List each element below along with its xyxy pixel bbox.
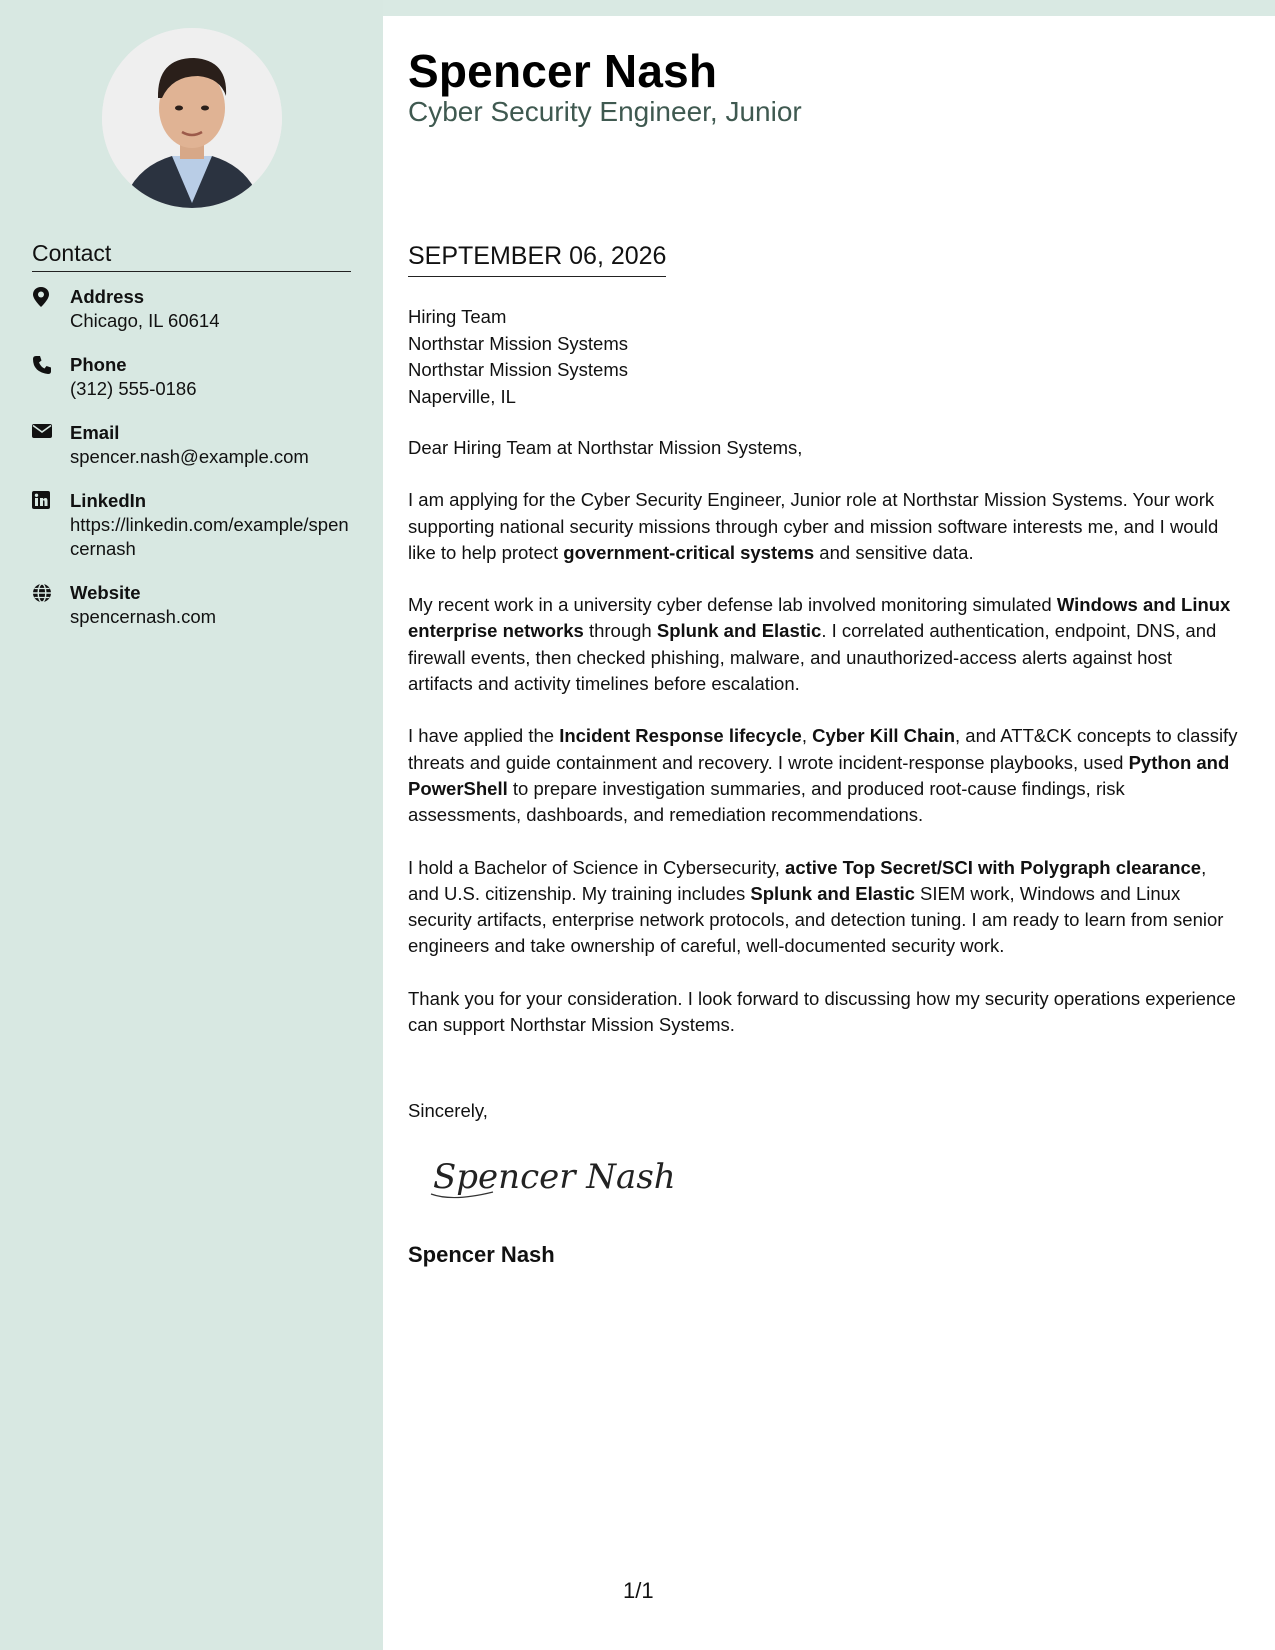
closing: Sincerely, xyxy=(408,1100,488,1121)
bold-phrase: Splunk and Elastic xyxy=(656,620,822,642)
envelope-icon xyxy=(32,421,70,469)
address-value: Chicago, IL 60614 xyxy=(70,310,220,331)
letter-paragraph xyxy=(408,592,1238,697)
signature-text: Spencer Nash xyxy=(433,1157,676,1197)
recipient-line: Northstar Mission Systems xyxy=(408,359,628,380)
letter-paragraph xyxy=(408,855,1238,960)
sidebar xyxy=(0,0,383,1650)
applicant-title: Cyber Security Engineer, Junior xyxy=(408,96,802,127)
page-number: 1/1 xyxy=(623,1578,654,1603)
recipient-line: Hiring Team xyxy=(408,306,507,327)
address-label: Address xyxy=(70,286,145,307)
text-run: , and U.S. citizenship. My training includes xyxy=(408,856,1207,904)
linkedin-icon xyxy=(32,489,70,561)
text-run: I have applied the xyxy=(408,725,560,747)
recipient-block xyxy=(408,304,628,410)
bold-phrase: government-critical systems xyxy=(563,541,815,563)
text-run: Thank you for your consideration. I look forward to discussing how my security operations experience can support Northstar Mission Systems. xyxy=(408,987,1236,1036)
contact-list xyxy=(32,285,352,649)
letter-paragraph xyxy=(408,986,1238,1039)
website-label: Website xyxy=(70,582,141,603)
bold-phrase: active Top Secret/SCI with Polygraph clearance xyxy=(785,856,1202,878)
recipient-line: Northstar Mission Systems xyxy=(408,332,628,354)
contact-item-phone xyxy=(32,353,352,401)
phone-value: (312) 555-0186 xyxy=(70,378,197,399)
bold-phrase: Incident Response lifecycle xyxy=(559,725,802,747)
linkedin-label: LinkedIn xyxy=(70,490,147,511)
email-label: Email xyxy=(70,422,120,443)
contact-item-email xyxy=(32,421,352,469)
text-run: My recent work in a university cyber defense lab involved monitoring simulated xyxy=(408,594,1057,616)
map-pin-icon xyxy=(32,285,70,333)
letter-paragraphs xyxy=(408,487,1238,1038)
letter-date: SEPTEMBER 06, 2026 xyxy=(408,242,666,277)
letter-text xyxy=(408,435,1238,1064)
text-run: I am applying for the Cyber Security Engineer, Junior role at Northstar Mission Systems. Your work supporting national security missions through cyber and mission software interests me, and I would like to help protect xyxy=(408,489,1219,563)
signature-image xyxy=(423,1146,683,1211)
contact-item-address xyxy=(32,285,352,333)
text-run: to prepare investigation summaries, and produced root-cause findings, risk assessments, dashboards, and remediation recommendations. xyxy=(408,777,1125,826)
website-value[interactable]: spencernash.com xyxy=(70,606,217,627)
linkedin-value[interactable]: https://linkedin.com/example/spencernash xyxy=(70,514,349,559)
text-run: , and ATT&CK concepts to classify threats and guide containment and recovery. I wrote incident-response playbooks, used xyxy=(408,725,1238,773)
applicant-name: Spencer Nash xyxy=(408,45,718,97)
profile-photo xyxy=(102,28,282,208)
email-value[interactable]: spencer.nash@example.com xyxy=(70,446,309,467)
bold-phrase: Python and PowerShell xyxy=(408,751,1230,799)
contact-item-linkedin xyxy=(32,489,352,561)
letter-body xyxy=(383,16,1275,1650)
signer-name: Spencer Nash xyxy=(408,1242,555,1267)
text-run: I hold a Bachelor of Science in Cybersecurity, xyxy=(408,856,786,878)
contact-heading: Contact xyxy=(32,240,351,272)
bold-phrase: Cyber Kill Chain xyxy=(812,725,956,747)
phone-icon xyxy=(32,353,70,401)
contact-item-website xyxy=(32,581,352,629)
salutation: Dear Hiring Team at Northstar Mission Systems, xyxy=(408,437,803,458)
globe-icon xyxy=(32,581,70,629)
letter-paragraph xyxy=(408,487,1238,566)
text-run: . I correlated authentication, endpoint, DNS, and firewall events, then checked phishing, malware, and unauthorized-access alerts against host artifacts and activity timelines before escalation. xyxy=(408,620,1217,695)
bold-phrase: Windows and Linux enterprise networks xyxy=(408,594,1231,642)
bold-phrase: Splunk and Elastic xyxy=(750,882,915,904)
phone-label: Phone xyxy=(70,354,127,375)
text-run: , xyxy=(801,725,813,747)
text-run: SIEM work, Windows and Linux security artifacts, enterprise network protocols, and detection tuning. I am ready to learn from senior engineers and take ownership of careful, well-documented security work. xyxy=(408,882,1224,957)
letter-paragraph xyxy=(408,723,1238,828)
text-run: through xyxy=(583,620,657,642)
recipient-line: Naperville, IL xyxy=(408,385,516,407)
text-run: and sensitive data. xyxy=(814,541,974,563)
avatar xyxy=(102,28,282,208)
